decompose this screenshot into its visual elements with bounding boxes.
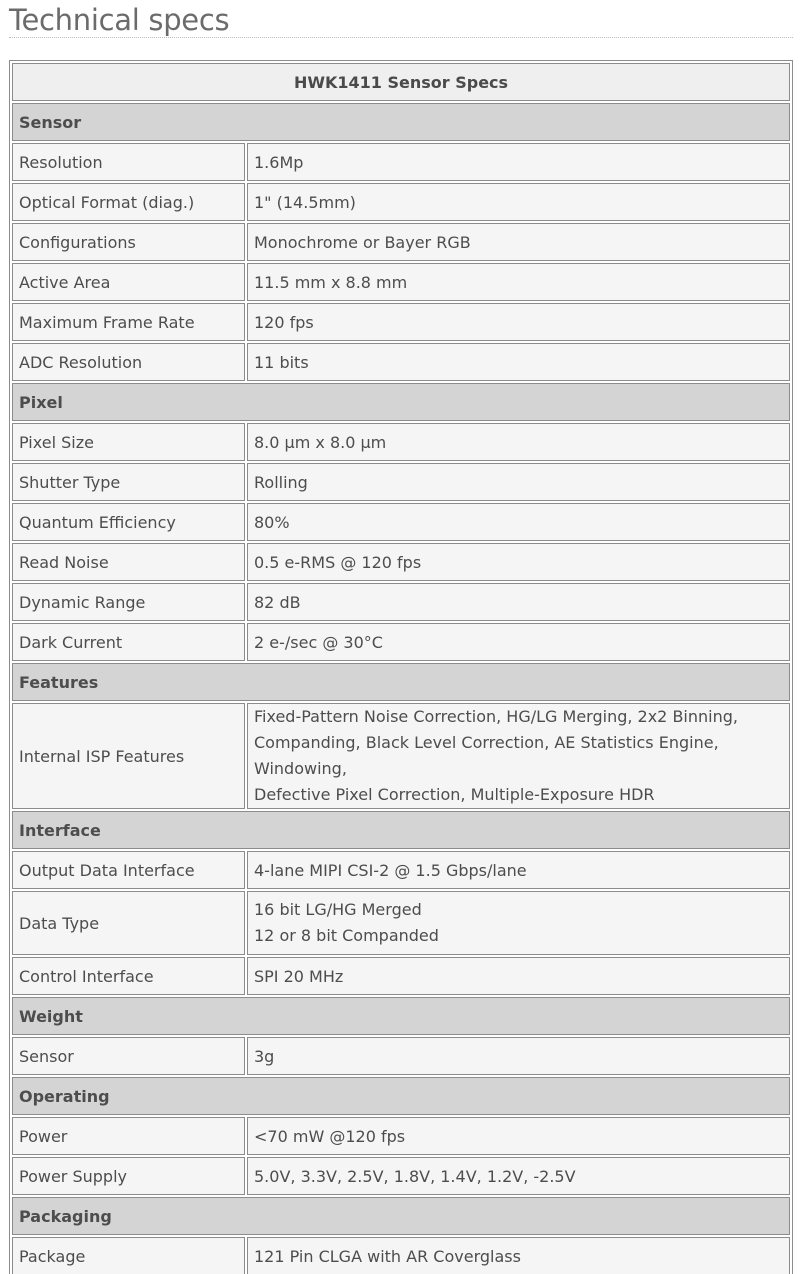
table-row [12, 1237, 790, 1274]
table-row [12, 423, 790, 461]
spec-label: Configurations [12, 223, 245, 261]
section-title-features: Features [12, 663, 790, 701]
table-row [12, 1117, 790, 1155]
spec-label: Data Type [12, 891, 245, 955]
spec-label: Control Interface [12, 957, 245, 995]
table-row [12, 143, 790, 181]
spec-label: Dynamic Range [12, 583, 245, 621]
spec-label: Power Supply [12, 1157, 245, 1195]
table-row [12, 703, 790, 809]
spec-value: 5.0V, 3.3V, 2.5V, 1.8V, 1.4V, 1.2V, -2.5V [247, 1157, 790, 1195]
table-row [12, 463, 790, 501]
spec-label: Output Data Interface [12, 851, 245, 889]
spec-label: Active Area [12, 263, 245, 301]
table-caption: HWK1411 Sensor Specs [12, 63, 790, 101]
spec-value: 82 dB [247, 583, 790, 621]
spec-value-line: Fixed-Pattern Noise Correction, HG/LG Merging, 2x2 Binning, [254, 707, 738, 726]
spec-value: 0.5 e-RMS @ 120 fps [247, 543, 790, 581]
section-row-weight [12, 997, 790, 1035]
spec-value-line: 12 or 8 bit Companded [254, 926, 439, 945]
spec-value: <70 mW @120 fps [247, 1117, 790, 1155]
spec-value: Monochrome or Bayer RGB [247, 223, 790, 261]
section-row-features [12, 663, 790, 701]
table-row [12, 957, 790, 995]
table-row [12, 263, 790, 301]
spec-table [9, 60, 793, 1274]
table-caption-row [12, 63, 790, 101]
spec-value: 1" (14.5mm) [247, 183, 790, 221]
spec-label: Pixel Size [12, 423, 245, 461]
table-row [12, 1157, 790, 1195]
spec-value: 11.5 mm x 8.8 mm [247, 263, 790, 301]
spec-label: Resolution [12, 143, 245, 181]
section-title-weight: Weight [12, 997, 790, 1035]
spec-value: 80% [247, 503, 790, 541]
table-row [12, 623, 790, 661]
spec-label: Package [12, 1237, 245, 1274]
table-row [12, 303, 790, 341]
section-title-interface: Interface [12, 811, 790, 849]
table-row [12, 343, 790, 381]
table-row [12, 223, 790, 261]
spec-label: Internal ISP Features [12, 703, 245, 809]
spec-value-line: Defective Pixel Correction, Multiple-Exposure HDR [254, 785, 655, 804]
table-row [12, 851, 790, 889]
spec-value: 1.6Mp [247, 143, 790, 181]
table-row [12, 891, 790, 955]
table-row [12, 1037, 790, 1075]
table-row [12, 503, 790, 541]
spec-value: Rolling [247, 463, 790, 501]
section-title-packaging: Packaging [12, 1197, 790, 1235]
spec-value: 3g [247, 1037, 790, 1075]
spec-label: Sensor [12, 1037, 245, 1075]
section-row-interface [12, 811, 790, 849]
section-title-sensor: Sensor [12, 103, 790, 141]
spec-value: SPI 20 MHz [247, 957, 790, 995]
section-row-sensor [12, 103, 790, 141]
spec-value: 11 bits [247, 343, 790, 381]
section-row-pixel [12, 383, 790, 421]
title-divider [9, 37, 793, 38]
spec-label: Read Noise [12, 543, 245, 581]
spec-value [247, 703, 790, 809]
spec-value [247, 891, 790, 955]
spec-value: 121 Pin CLGA with AR Coverglass [247, 1237, 790, 1274]
spec-label: Quantum Efficiency [12, 503, 245, 541]
page-title: Technical specs [9, 3, 230, 37]
spec-label: Dark Current [12, 623, 245, 661]
spec-value: 2 e-/sec @ 30°C [247, 623, 790, 661]
spec-value-line: Companding, Black Level Correction, AE Statistics Engine, Windowing, [254, 733, 719, 778]
section-row-operating [12, 1077, 790, 1115]
spec-label: ADC Resolution [12, 343, 245, 381]
spec-label: Power [12, 1117, 245, 1155]
spec-value: 8.0 µm x 8.0 µm [247, 423, 790, 461]
section-title-operating: Operating [12, 1077, 790, 1115]
spec-value: 120 fps [247, 303, 790, 341]
spec-label: Shutter Type [12, 463, 245, 501]
table-row [12, 543, 790, 581]
section-title-pixel: Pixel [12, 383, 790, 421]
spec-label: Optical Format (diag.) [12, 183, 245, 221]
table-row [12, 183, 790, 221]
table-row [12, 583, 790, 621]
spec-value: 4-lane MIPI CSI-2 @ 1.5 Gbps/lane [247, 851, 790, 889]
spec-value-line: 16 bit LG/HG Merged [254, 900, 422, 919]
section-row-packaging [12, 1197, 790, 1235]
spec-label: Maximum Frame Rate [12, 303, 245, 341]
